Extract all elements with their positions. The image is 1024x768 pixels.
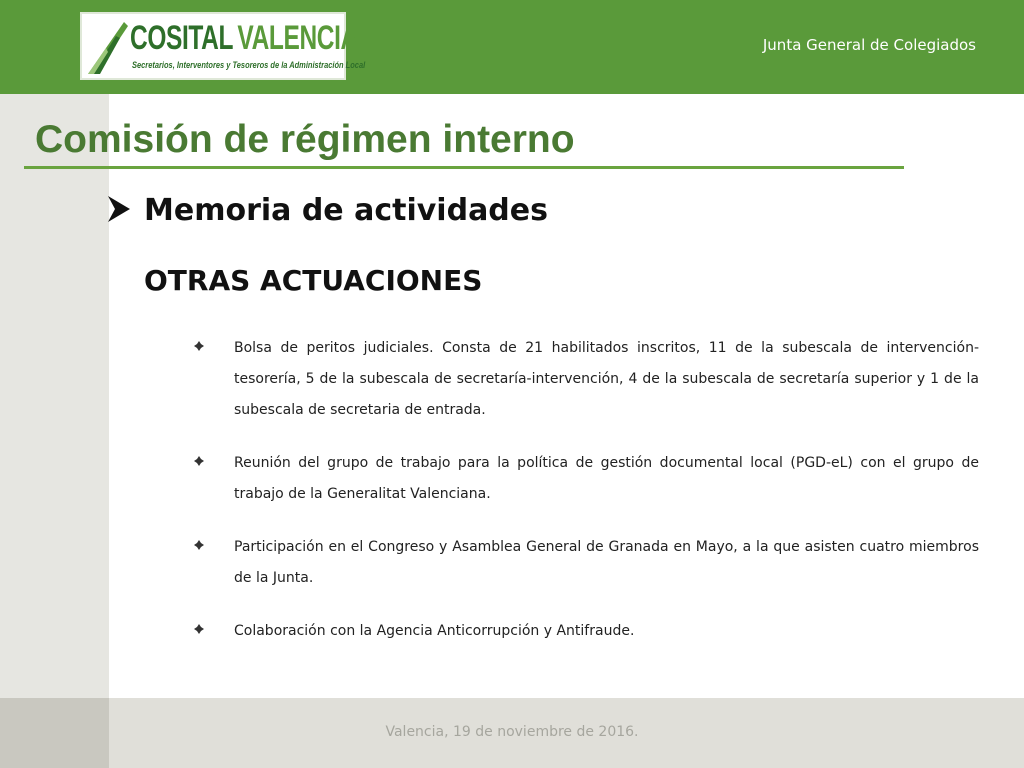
list-item [190,532,979,594]
diamond-bullet-icon [194,540,204,550]
list-item [190,616,979,647]
list-item-text: Colaboración con la Agencia Anticorrupción y Antifraude. [234,623,635,639]
list-item-text: Reunión del grupo de trabajo para la política de gestión documental local (PGD-eL) con el grupo de trabajo de la Generalitat Valenciana. [234,455,979,502]
quill-logo-icon [86,18,130,76]
list-item-text: Bolsa de peritos judiciales. Consta de 21 habilitados inscritos, 11 de la subescala de intervención-tesorería, 5 de la subescala de secretaría-intervención, 4 de la subescala de secretaría superior y 1 de la subescala de secretaria de entrada. [234,340,979,418]
subheading: OTRAS ACTUACIONES [144,264,483,297]
arrow-bullet-icon [106,194,132,224]
diamond-bullet-icon [194,341,204,351]
slide-title: Comisión de régimen interno [35,118,575,161]
list-item [190,448,979,510]
footer-text: Valencia, 19 de noviembre de 2016. [385,724,639,740]
logo-subtitle: Secretarios, Interventores y Tesoreros de la Administración Local [132,60,366,70]
list-item [190,333,979,426]
header-bar [0,0,1024,94]
title-underline [24,166,904,169]
left-sidebar-band [0,94,109,698]
logo-name [130,17,358,59]
logo-name-part1: COSITAL [130,19,234,57]
section-heading: Memoria de actividades [144,193,548,228]
diamond-bullet-icon [194,624,204,634]
activity-list [190,333,979,669]
header-title: Junta General de Colegiados [762,36,976,54]
cosital-logo [80,12,366,80]
diamond-bullet-icon [194,456,204,466]
logo-name-part2: VALENCIA [237,19,358,57]
list-item-text: Participación en el Congreso y Asamblea General de Granada en Mayo, a la que asisten cuatro miembros de la Junta. [234,539,979,586]
